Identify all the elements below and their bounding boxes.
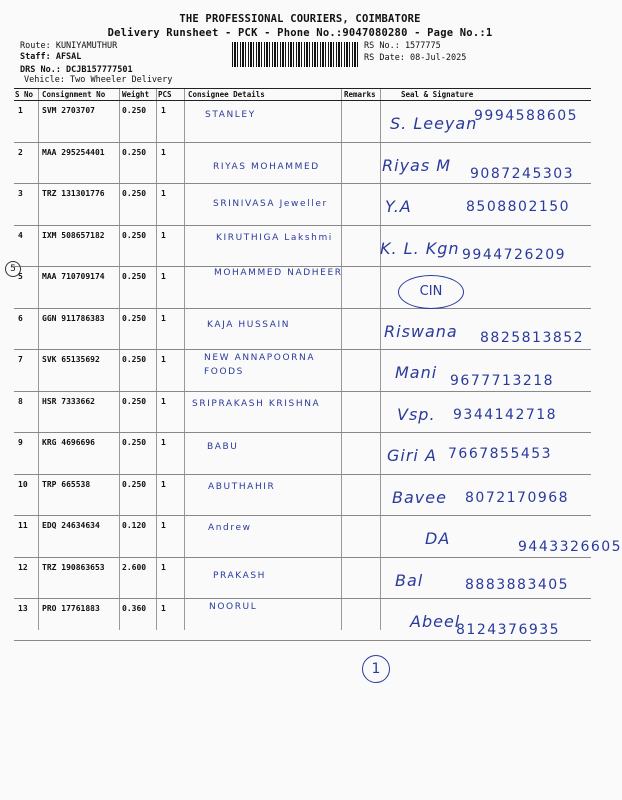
cell-sno: 13 — [18, 604, 28, 613]
staff-text: Staff: AFSAL — [20, 52, 82, 62]
handwritten-phone: 8072170968 — [465, 489, 570, 506]
handwritten-phone: 9677713218 — [450, 373, 555, 389]
cell-weight: 0.250 — [122, 479, 147, 489]
cell-consignment: EDQ 24634634 — [42, 521, 100, 530]
cell-consignment: GGN 911786383 — [42, 313, 105, 323]
cell-pcs: 1 — [161, 479, 166, 489]
handwritten-consignee: NOORUL — [209, 602, 258, 612]
handwritten-consignee: Andrew — [208, 523, 252, 533]
handwritten-signature: Vsp. — [397, 404, 436, 424]
handwritten-signature: Mani — [395, 363, 438, 382]
row5-circle-mark: 5 — [5, 261, 21, 277]
cell-sno: 6 — [18, 313, 23, 323]
col-seal: Seal & Signature — [401, 90, 474, 99]
cell-pcs: 1 — [161, 355, 166, 364]
cell-pcs: 1 — [161, 521, 166, 530]
handwritten-phone: 9944726209 — [462, 246, 567, 263]
handwritten-signature: Bavee — [392, 487, 447, 507]
cell-weight: 0.250 — [122, 147, 147, 157]
col-pcs: PCS — [158, 90, 172, 99]
handwritten-phone: 8124376935 — [456, 622, 561, 638]
handwritten-consignee: ABUTHAHIR — [208, 481, 276, 492]
cell-pcs: 1 — [161, 189, 166, 198]
cell-weight: 0.250 — [122, 438, 147, 447]
cell-sno: 10 — [18, 479, 28, 489]
cell-weight: 0.250 — [122, 106, 147, 115]
handwritten-signature: Riswana — [384, 321, 458, 341]
cell-weight: 2.600 — [122, 562, 147, 572]
handwritten-consignee: PRAKASH — [213, 570, 267, 581]
cell-weight: 0.250 — [122, 313, 147, 323]
handwritten-consignee: STANLEY — [205, 110, 256, 120]
company-title: THE PROFESSIONAL COURIERS, COIMBATORE — [179, 13, 421, 25]
cell-pcs: 1 — [161, 313, 166, 323]
route-text: Route: KUNIYAMUTHUR — [20, 41, 118, 51]
cell-consignment: PRO 17761883 — [42, 604, 100, 613]
handwritten-signature: Riyas M — [382, 155, 452, 175]
handwritten-signature: Abeel — [410, 612, 461, 631]
table-row — [14, 516, 591, 558]
cell-consignment: TRZ 131301776 — [42, 189, 105, 198]
handwritten-consignee: NEW ANNAPOORNA FOODS — [204, 353, 316, 377]
handwritten-consignee: MOHAMMED NADHEER — [214, 268, 343, 278]
cell-consignment: MAA 710709174 — [42, 272, 105, 281]
handwritten-phone: 8508802150 — [466, 199, 571, 215]
cell-consignment: IXM 508657182 — [42, 230, 105, 240]
cell-weight: 0.250 — [122, 272, 147, 281]
handwritten-signature: Giri A — [387, 446, 437, 465]
cell-consignment: KRG 4696696 — [42, 438, 95, 447]
cell-sno: 3 — [18, 189, 23, 198]
handwritten-consignee: SRINIVASA Jeweller — [213, 199, 328, 209]
cell-sno: 1 — [18, 106, 23, 115]
cell-pcs: 1 — [161, 230, 166, 240]
handwritten-consignee: KAJA HUSSAIN — [207, 319, 291, 330]
rs-date: RS Date: 08-Jul-2025 — [364, 53, 467, 63]
cell-consignment: SVM 2703707 — [42, 106, 95, 115]
cell-sno: 2 — [18, 147, 23, 157]
handwritten-phone: 9344142718 — [453, 406, 558, 423]
cell-weight: 0.250 — [122, 396, 147, 406]
handwritten-signature: S. Leeyan — [390, 114, 478, 133]
cell-consignment: TRP 665538 — [42, 479, 91, 489]
col-consignee: Consignee Details — [188, 90, 265, 99]
cell-pcs: 1 — [161, 106, 166, 115]
runsheet-subtitle: Delivery Runsheet - PCK - Phone No.:9047080280 - Page No.:1 — [107, 27, 493, 39]
cell-consignment: TRZ 190863653 — [42, 562, 105, 572]
handwritten-consignee: KIRUTHIGA Lakshmi — [216, 232, 333, 243]
cell-consignment: MAA 295254401 — [42, 147, 105, 157]
cell-pcs: 1 — [161, 604, 166, 613]
handwritten-consignee: BABU — [207, 442, 239, 452]
handwritten-consignee: RIYAS MOHAMMED — [213, 161, 320, 172]
cell-weight: 0.120 — [122, 521, 147, 530]
cell-weight: 0.250 — [122, 189, 147, 198]
col-remarks: Remarks — [344, 90, 376, 99]
handwritten-signature: K. L. Kgn — [380, 238, 460, 258]
cell-pcs: 1 — [161, 147, 166, 157]
col-consignment: Consignment No — [42, 90, 106, 99]
col-weight: Weight — [122, 90, 150, 99]
cell-sno: 8 — [18, 396, 23, 406]
table-header — [14, 89, 591, 101]
cell-consignment: HSR 7333662 — [42, 396, 95, 406]
handwritten-phone: 9994588605 — [474, 108, 579, 124]
cell-sno: 4 — [18, 230, 23, 240]
handwritten-phone: 9443326605 — [518, 539, 622, 555]
cell-sno: 5 — [18, 272, 23, 281]
drs-number: DRS No.: DCJB157777501 — [20, 65, 133, 75]
col-sno: S No — [15, 90, 34, 99]
cell-sno: 11 — [18, 521, 28, 530]
handwritten-phone: 8825813852 — [480, 329, 585, 346]
cell-sno: 9 — [18, 438, 23, 447]
cell-pcs: 1 — [161, 396, 166, 406]
cell-consignment: SVK 65135692 — [42, 355, 100, 364]
cell-pcs: 1 — [161, 562, 166, 572]
barcode — [232, 42, 358, 67]
cell-weight: 0.360 — [122, 604, 147, 613]
page-number-circle: 1 — [362, 655, 390, 683]
handwritten-phone: 7667855453 — [448, 446, 553, 462]
handwritten-phone: 8883883405 — [465, 576, 570, 593]
handwritten-phone: 9087245303 — [470, 165, 575, 182]
handwritten-signature: Y.A — [385, 197, 412, 216]
rs-number: RS No.: 1577775 — [364, 41, 441, 51]
cell-weight: 0.250 — [122, 355, 147, 364]
handwritten-signature: DA — [425, 529, 451, 548]
cell-pcs: 1 — [161, 272, 166, 281]
cell-weight: 0.250 — [122, 230, 147, 240]
signature-stamp: CIN — [398, 275, 464, 309]
handwritten-consignee: SRIPRAKASH KRISHNA — [192, 398, 321, 409]
cell-sno: 7 — [18, 355, 23, 364]
handwritten-signature: Bal — [395, 570, 424, 590]
vehicle-text: Vehicle: Two Wheeler Delivery — [24, 75, 173, 85]
cell-sno: 12 — [18, 562, 28, 572]
cell-pcs: 1 — [161, 438, 166, 447]
